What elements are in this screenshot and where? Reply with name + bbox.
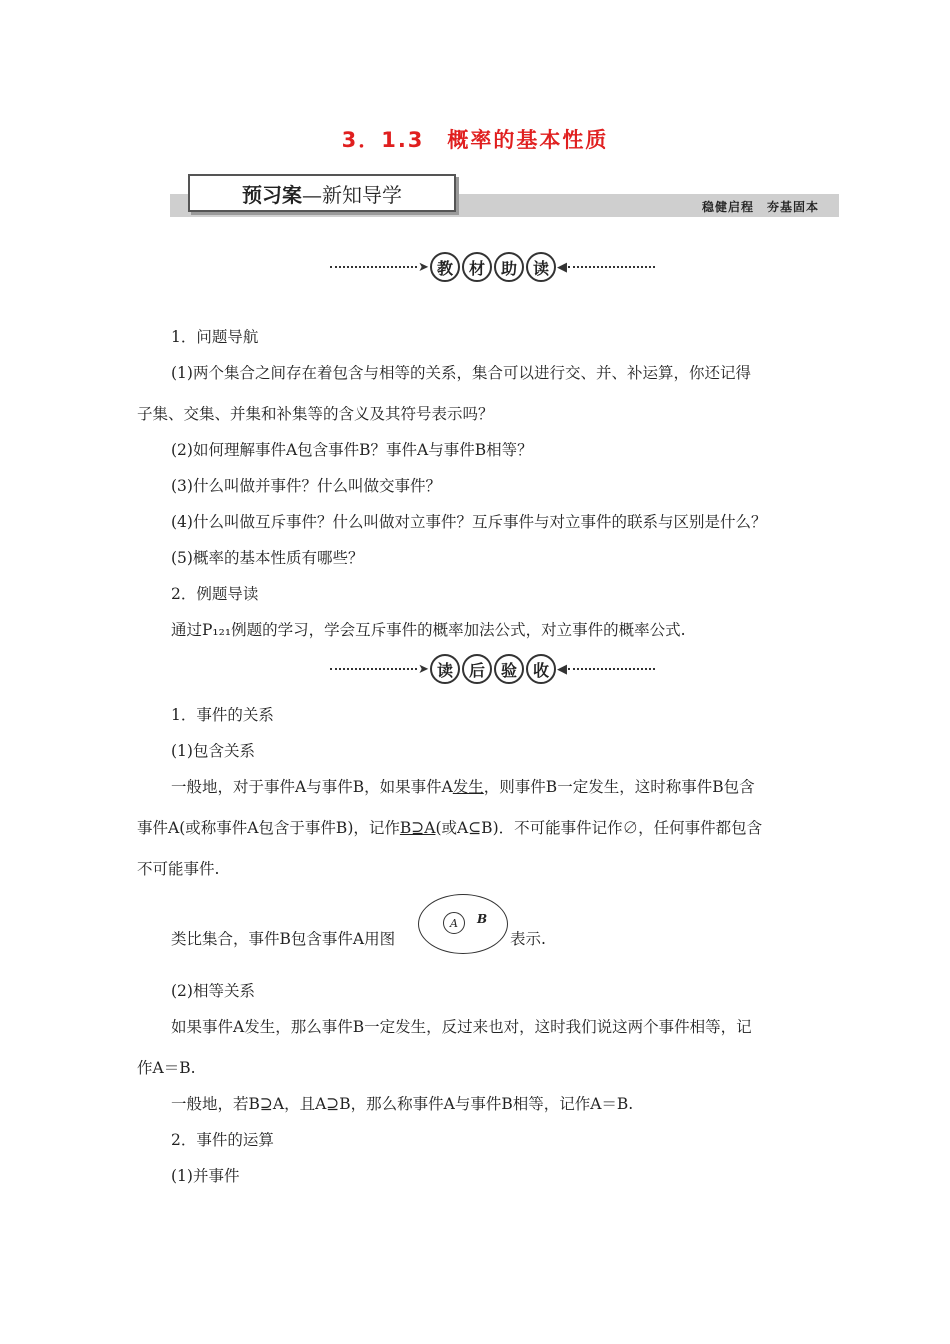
text-line: (3)什么叫做并事件？什么叫做交事件？ <box>171 477 441 495</box>
header-char: 助 <box>494 252 524 282</box>
dotted-line <box>330 668 417 670</box>
text-line <box>137 817 762 839</box>
section-banner <box>170 174 839 218</box>
banner-box <box>188 174 456 212</box>
header-char: 材 <box>462 252 492 282</box>
header-char: 验 <box>494 654 524 684</box>
header-char: 读 <box>430 654 460 684</box>
venn-diagram <box>418 894 508 954</box>
text-span: 一般地，对于事件A与事件B，如果事件A <box>171 778 453 796</box>
header-char: 后 <box>462 654 492 684</box>
text-line: (1)两个集合之间存在着包含与相等的关系，集合可以进行交、并、补运算，你还记得 <box>171 364 751 382</box>
dotted-line <box>568 266 655 268</box>
text-line: 2．例题导读 <box>171 585 259 603</box>
section-header-textbook <box>330 250 655 284</box>
venn-inner-set: A <box>443 912 465 934</box>
header-char: 教 <box>430 252 460 282</box>
text-span: 事件A(或称事件A包含于事件B)，记作 <box>137 819 400 837</box>
arrow-left-icon: ◀ <box>556 259 567 275</box>
page-title: 3．1.3 概率的基本性质 <box>341 128 609 152</box>
banner-bold-text: 预习案 <box>242 182 302 207</box>
text-line: 不可能事件. <box>137 860 220 878</box>
text-line: 如果事件A发生，那么事件B一定发生，反过来也对，这时我们说这两个事件相等，记 <box>171 1018 752 1036</box>
text-line: 一般地，若B⊇A，且A⊇B，那么称事件A与事件B相等，记作A＝B. <box>171 1095 634 1113</box>
text-line: (5)概率的基本性质有哪些？ <box>171 549 364 567</box>
underlined-answer: 发生 <box>452 778 484 796</box>
text-line: (1)包含关系 <box>171 742 255 760</box>
text-line: 子集、交集、并集和补集等的含义及其符号表示吗？ <box>137 405 494 423</box>
text-line: 1．问题导航 <box>171 328 259 346</box>
text-line: 1．事件的关系 <box>171 706 274 724</box>
text-line: 通过P₁₂₁例题的学习，学会互斥事件的概率加法公式，对立事件的概率公式. <box>171 621 686 639</box>
text-line: (4)什么叫做互斥事件？什么叫做对立事件？互斥事件与对立事件的联系与区别是什么？ <box>171 513 767 531</box>
text-line: 作A＝B. <box>137 1059 196 1077</box>
arrow-right-icon: ➤ <box>418 661 429 677</box>
text-line: (2)相等关系 <box>171 982 255 1000</box>
arrow-right-icon: ➤ <box>418 259 429 275</box>
underlined-answer: B⊇A <box>399 819 436 837</box>
header-char: 读 <box>526 252 556 282</box>
section-header-review <box>330 652 655 686</box>
banner-text: —新知导学 <box>302 182 402 207</box>
text-line: 类比集合，事件B包含事件A用图 <box>171 930 396 948</box>
header-char: 收 <box>526 654 556 684</box>
text-line: (1)并事件 <box>171 1167 240 1185</box>
text-line: 表示. <box>510 930 546 948</box>
text-line: (2)如何理解事件A包含事件B？事件A与事件B相等？ <box>171 441 533 459</box>
text-line: 2．事件的运算 <box>171 1131 274 1149</box>
arrow-left-icon: ◀ <box>556 661 567 677</box>
text-line <box>171 776 755 798</box>
banner-slogan: 稳健启程 夯基固本 <box>701 200 819 214</box>
text-span: (或A⊆B)．不可能事件记作∅，任何事件都包含 <box>435 819 763 837</box>
venn-outer-label: B <box>477 912 488 926</box>
text-span: ，则事件B一定发生，这时称事件B包含 <box>483 778 755 796</box>
dotted-line <box>568 668 655 670</box>
dotted-line <box>330 266 417 268</box>
